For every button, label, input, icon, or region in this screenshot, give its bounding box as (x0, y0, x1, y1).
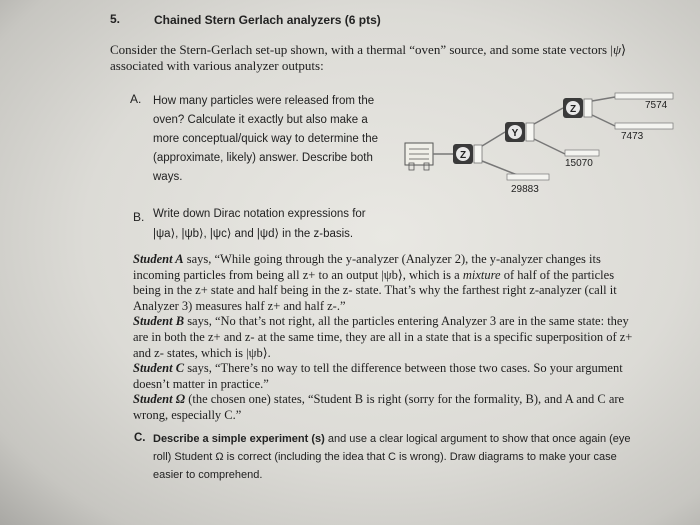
beam-a3-up (592, 97, 615, 101)
beam-a1-up (482, 132, 505, 146)
student-omega-statement: Student Ω (the chosen one) states, “Student B is right (sorry for the formality, B), and A and C are wrong, especially C.” (133, 392, 625, 422)
counter-a3-up (615, 93, 673, 111)
svg-text:7473: 7473 (621, 131, 644, 142)
stern-gerlach-diagram (395, 88, 685, 208)
svg-text:7574: 7574 (645, 100, 668, 111)
beam-a2-down (534, 139, 565, 154)
student-statements (133, 252, 633, 424)
svg-text:Z: Z (459, 150, 467, 161)
part-b-kets: |ψa⟩, |ψb⟩, |ψc⟩ and |ψd⟩ in the z-basis. (153, 228, 354, 240)
student-a-statement: Student A says, “While going through the y-analyzer (Analyzer 2), the y-analyzer changes its incoming particles from being all z+ to an output |ψb⟩, which is a mixture of half of the particles being in the z+ state and half being in the z- state. That’s why the farthest right z-analyzer (call it Analyzer 3) measures half z+ and half z-.” (133, 252, 617, 313)
counter-a2-down (565, 150, 599, 169)
student-c-statement: Student C says, “There’s no way to tell the difference between those two cases. So your argument doesn’t matter in practice.” (133, 361, 623, 391)
part-a-text: How many particles were released from the oven? Calculate it exactly but also make a more conceptual/quick way to determine the (approximate, likely) answer. Describe both ways. (153, 95, 379, 183)
analyzer-1-icon (453, 144, 482, 164)
analyzer-2-icon (505, 122, 534, 142)
student-b-statement: Student B says, “No that’s not right, all the particles entering Analyzer 3 are in the same state: they are in both the z+ and z- at the same time, they are all in a state that is a specific superposition of z+ and z- states, which is |ψb⟩. (133, 314, 633, 360)
part-c-label: C. (134, 432, 146, 444)
beam-a2-up (534, 108, 563, 124)
counter-a1-down (507, 174, 549, 195)
part-b-text: Write down Dirac notation expressions for (153, 208, 366, 220)
svg-text:15070: 15070 (565, 158, 593, 169)
oven-icon (405, 143, 433, 170)
counter-a3-down (615, 123, 673, 142)
question-title: Chained Stern Gerlach analyzers (6 pts) (154, 13, 381, 27)
beam-a3-down (592, 115, 615, 126)
part-c-text: Describe a simple experiment (s) and use a clear logical argument to show that once again (eye roll) Student Ω is correct (including the idea that C is wrong). Draw diagrams to make your case easier to comprehend. (153, 433, 631, 481)
analyzer-3-icon (563, 98, 592, 118)
question-intro: Consider the Stern-Gerlach set-up shown, with a thermal “oven” source, and some state vectors |ψ⟩ associated with various analyzer outputs: (110, 42, 627, 73)
part-b-label: B. (133, 210, 145, 224)
svg-text:Z: Z (569, 104, 577, 115)
svg-text:Y: Y (511, 128, 519, 139)
part-a-label: A. (130, 92, 142, 106)
question-number: 5. (110, 12, 121, 26)
svg-text:29883: 29883 (511, 184, 539, 195)
